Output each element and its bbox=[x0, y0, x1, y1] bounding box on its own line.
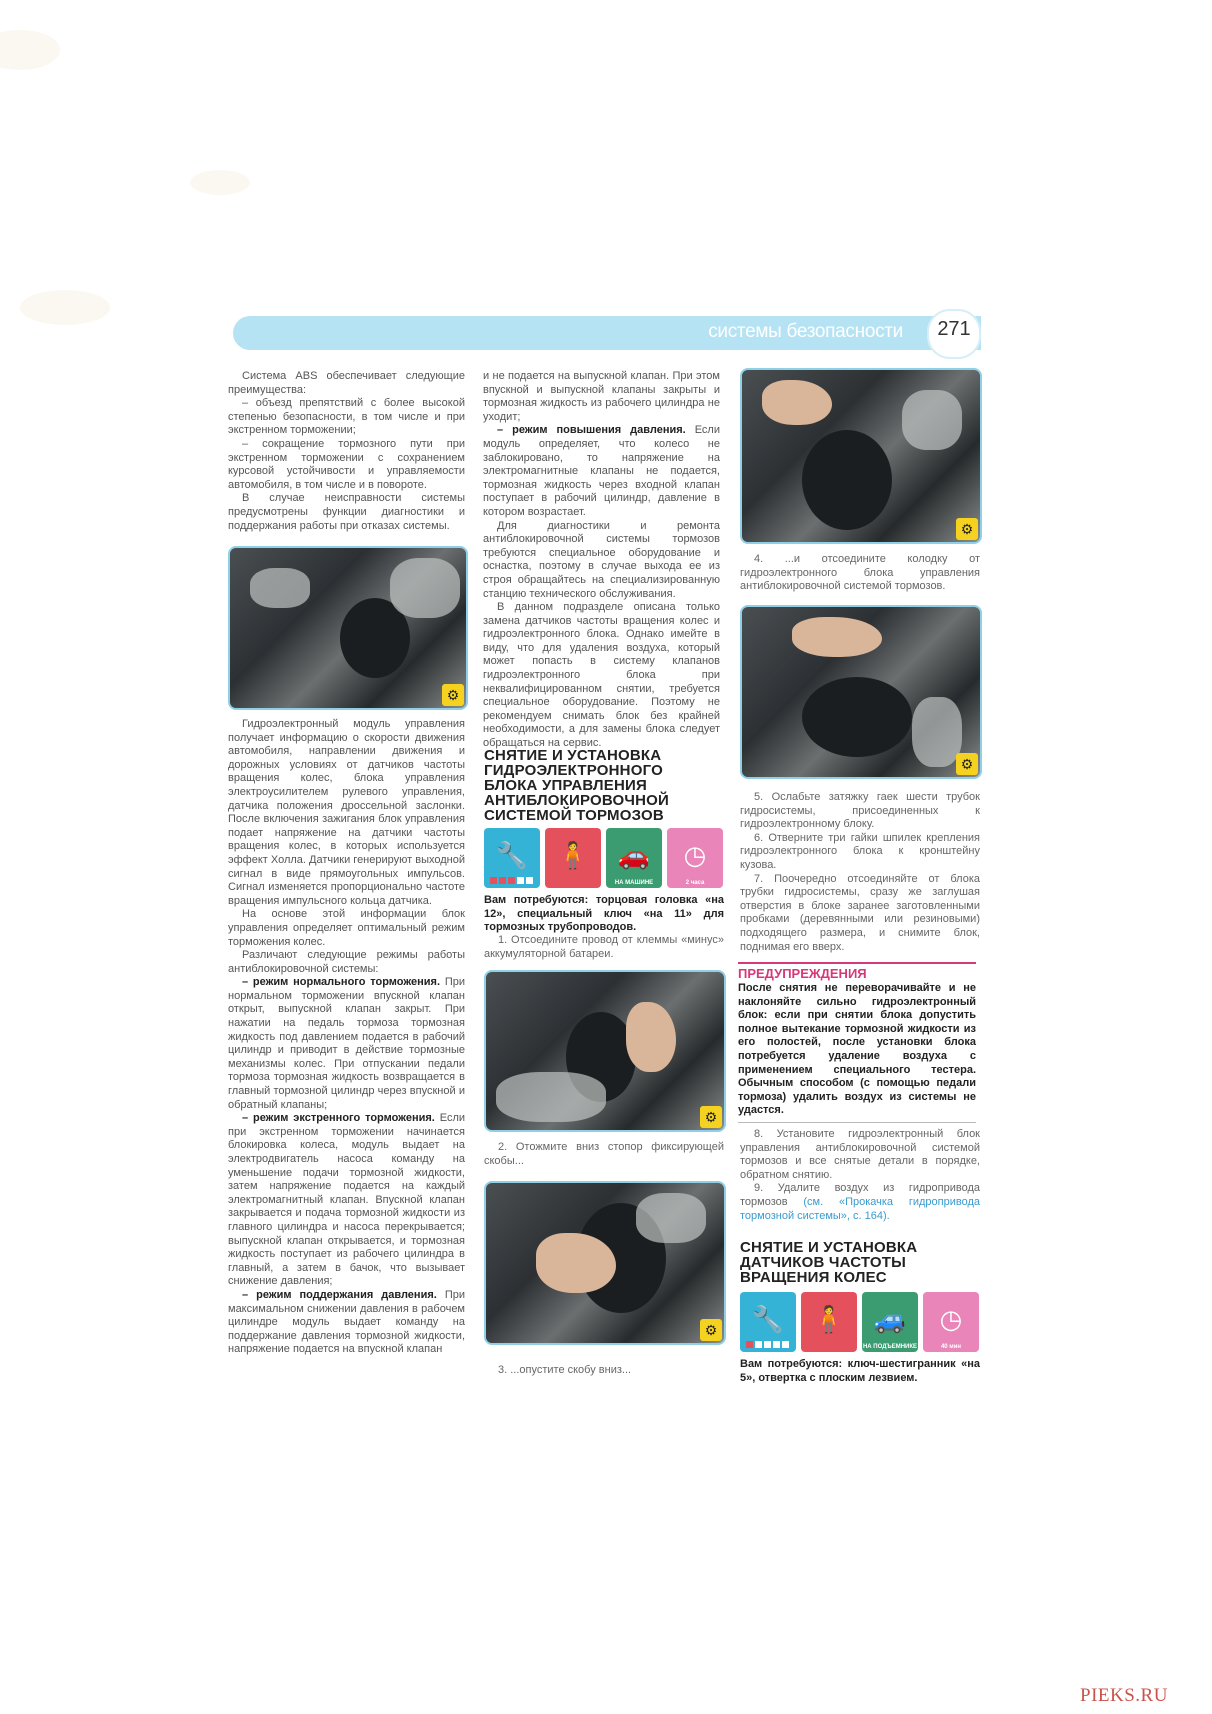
paragraph: и не подается на выпускной клапан. При этом впускной и выпускной клапаны закрыты и тормозная жидкость из рабочего цилиндра не уходит; bbox=[483, 370, 720, 423]
paragraph: Различают следующие режимы работы антиблокировочной системы: bbox=[228, 949, 465, 975]
step-7: 7. Поочередно отсоединяйте от блока трубки гидросистемы, сразу же заглушая отверстия в блоке заранее заготовленными пробками (деревянными или резиновыми) подходящего размера, и снимите блок, поднимая его вверх. bbox=[740, 872, 980, 953]
time-label: 40 мин bbox=[940, 1344, 962, 1350]
step-5: 5. Ослабьте затяжку гаек шести трубок гидросистемы, присоединенных к гидроэлектронному блоку. bbox=[740, 791, 980, 831]
difficulty-tools-icon: 🔧 bbox=[484, 828, 540, 888]
mode-title: – режим повышения давления. bbox=[497, 424, 686, 437]
mode-text: При нормальном торможении впускной клапан открыт, выпускной клапан закрыт. При нажатии на педаль тормоза тормозная жидкость под давлением подается в рабочий цилиндр и приводит в действие тормозные механизмы колес. При отпускании педали тормоза тормозная жидкость возвращается в главный тормозной цилиндр через впускной и обратный клапаны; bbox=[228, 976, 465, 1111]
step-6: 6. Отверните три гайки шпилек крепления гидроэлектронного блока к кронштейну кузова. bbox=[740, 831, 980, 871]
paragraph: Система ABS обеспечивает следующие преимущества: bbox=[228, 370, 465, 396]
mode-title: – режим экстренного торможения. bbox=[242, 1112, 435, 1125]
paragraph: – сокращение тормозного пути при экстренном торможении с сохранением курсовой устойчивости и управляемости автомобиля, в том числе и в повороте. bbox=[228, 437, 465, 491]
section-heading-abs-unit bbox=[484, 748, 724, 823]
heading-line: СНЯТИЕ И УСТАНОВКА bbox=[484, 747, 662, 764]
time-clock-icon: ◷ 40 мин bbox=[923, 1292, 979, 1352]
heading-line: СИСТЕМОЙ ТОРМОЗОВ bbox=[484, 807, 664, 824]
step-8: 8. Установите гидроэлектронный блок управления антиблокировочной системой тормозов и все снятые детали в порядке, обратном снятию. bbox=[740, 1128, 980, 1181]
step-3: 3. ...опустите скобу вниз... bbox=[498, 1364, 632, 1376]
scan-smudge bbox=[0, 30, 60, 70]
step-1: 1. Отсоедините провод от клеммы «минус» аккумуляторной батареи. bbox=[484, 934, 724, 960]
place-label: НА ПОДЪЕМНИКЕ bbox=[862, 1344, 918, 1350]
step-2: 2. Отожмите вниз стопор фиксирующей скобы... bbox=[484, 1141, 724, 1167]
tools-needed: Вам потребуются: торцовая головка «на 12», специальный ключ «на 11» для тормозных трубопроводов. bbox=[484, 894, 724, 934]
paragraph-mode-emergency bbox=[228, 1112, 465, 1289]
section-header-band bbox=[233, 316, 981, 350]
page-number: 271 bbox=[937, 318, 971, 340]
heading-line: ДАТЧИКОВ ЧАСТОТЫ bbox=[740, 1254, 907, 1271]
steps-8-9 bbox=[740, 1128, 980, 1223]
mode-title: – режим нормального торможения. bbox=[242, 976, 441, 989]
heading-line: АНТИБЛОКИРОВОЧНОЙ bbox=[484, 792, 669, 809]
cross-reference-link[interactable]: (см. «Прокачка гидропривода тормозной системы», с. 164). bbox=[740, 1195, 980, 1222]
wrench-icon: ⚙ bbox=[700, 1319, 722, 1341]
mode-text: Если модуль определяет, что колесо не заблокировано, то напряжение на электромагнитные клапаны не подается, тормозная жидкость через входной клапан поступает в рабочий цилиндр, давление в котором возрастает. bbox=[483, 424, 720, 518]
section-title: системы безопасности bbox=[708, 321, 903, 342]
warning-text: После снятия не переворачивайте и не наклоняйте сильно гидроэлектронный блок: если при снятии блока допустить полное вытекание тормозной жидкости из его полостей, после установки блока потребуется удаление воздуха с применением специального тестера. Обычным способом (с помощью педали тормоза) удалить воздух из системы не удастся. bbox=[738, 982, 976, 1123]
photo-abs-module bbox=[228, 546, 468, 710]
mode-text: При максимальном снижении давления в рабочем цилиндре модуль выдает команду на поддержание давления тормозной жидкости, напряжение подается на впускной клапан bbox=[228, 1288, 465, 1356]
heading-line: ВРАЩЕНИЯ КОЛЕС bbox=[740, 1269, 887, 1286]
step-4: 4. ...и отсоедините колодку от гидроэлектронного блока управления антиблокировочной системой тормозов. bbox=[740, 553, 980, 593]
mode-text: Если при экстренном торможении начинается блокировка колеса, модуль выдает на электродвигатель насоса команду на уменьшение подачи тормозной жидкости, затем напряжение подается на каждый электромагнитный клапан. Впускной клапан закрывается и подача тормозной жидкости из главного цилиндра и насоса перекрывается; выпускной клапан открывается, и тормозная жидкость поступает из рабочего цилиндра в главный, а затем в бачок, что вызывает снижение давления; bbox=[228, 1112, 466, 1288]
one-person-icon: 🧍 bbox=[545, 828, 601, 888]
wrench-icon: ⚙ bbox=[956, 753, 978, 775]
time-clock-icon: ◷ 2 часа bbox=[667, 828, 723, 888]
difficulty-icon-row bbox=[484, 828, 724, 890]
paragraph: В случае неисправности системы предусмотрены функции диагностики и поддержания работы при отказах системы. bbox=[228, 492, 465, 532]
scan-smudge bbox=[20, 290, 110, 325]
time-label: 2 часа bbox=[685, 880, 705, 886]
column-1-intro bbox=[228, 370, 465, 533]
section-heading-wheel-sensors bbox=[740, 1240, 980, 1285]
column-2-body bbox=[483, 370, 720, 751]
mode-title: – режим поддержания давления. bbox=[242, 1288, 437, 1301]
on-lift-icon: 🚙 НА ПОДЪЕМНИКЕ bbox=[862, 1292, 918, 1352]
photo-step-1 bbox=[484, 970, 726, 1132]
paragraph-mode-normal bbox=[228, 976, 465, 1112]
difficulty-tools-icon: 🔧 bbox=[740, 1292, 796, 1352]
difficulty-icon-row bbox=[740, 1292, 980, 1354]
paragraph: Для диагностики и ремонта антиблокировочной системы тормозов требуются специальное оборудование и оснастка, поэтому в случае выхода ее из строя обращайтесь на специализированную станцию технического обслуживания. bbox=[483, 519, 720, 600]
paragraph: На основе этой информации блок управления определяет оптимальный режим торможения колес. bbox=[228, 908, 465, 948]
heading-line: БЛОКА УПРАВЛЕНИЯ bbox=[484, 777, 647, 794]
heading-line: СНЯТИЕ И УСТАНОВКА bbox=[740, 1239, 918, 1256]
warning-heading: ПРЕДУПРЕЖДЕНИЯ bbox=[738, 962, 976, 981]
photo-step-2 bbox=[484, 1181, 726, 1345]
column-1-body bbox=[228, 718, 465, 1357]
photo-step-3 bbox=[740, 368, 982, 544]
scan-smudge bbox=[190, 170, 250, 195]
wrench-icon: ⚙ bbox=[700, 1106, 722, 1128]
paragraph-mode-increase bbox=[483, 424, 720, 519]
wrench-icon: ⚙ bbox=[442, 684, 464, 706]
photo-step-4 bbox=[740, 605, 982, 779]
steps-5-7 bbox=[740, 791, 980, 954]
paragraph: В данном подразделе описана только замена датчиков частоты вращения колес и гидроэлектронного блока. Однако имейте в виду, что для удаления воздуха, который может попасть в систему клапанов гидроэлектронного блока при неквалифицированном снятии, требуется специальное оборудование. Поэтому не рекомендуем снимать блок без крайней необходимости, а для замены блока следует обращаться на сервис. bbox=[483, 601, 720, 750]
place-label: НА МАШИНЕ bbox=[614, 880, 654, 886]
wrench-icon: ⚙ bbox=[956, 518, 978, 540]
step-9-text: 9. Удалите воздух из гидропривода тормозов bbox=[740, 1182, 980, 1208]
heading-line: ГИДРОЭЛЕКТРОННОГО bbox=[484, 762, 663, 779]
paragraph-mode-hold bbox=[228, 1289, 465, 1357]
paragraph: Гидроэлектронный модуль управления получает информацию о скорости движения автомобиля, направлении движения и дорожных условиях от датчиков частоты вращения колес, блока управления электроусилителем рулевого управления, датчика положения дроссельной заслонки. После включения зажигания блок управления подает напряжение на датчики частоты вращения колес, в которых используется эффект Холла. Датчики генерируют выходной сигнал в виде прямоугольных импульсов. Сигнал изменяется пропорционально частоте вращения импульсного кольца датчика. bbox=[228, 718, 465, 907]
one-person-icon: 🧍 bbox=[801, 1292, 857, 1352]
tools-needed: Вам потребуются: ключ-шестигранник «на 5», отвертка с плоским лезвием. bbox=[740, 1358, 980, 1384]
watermark: PIEKS.RU bbox=[1080, 1685, 1168, 1706]
paragraph: – объезд препятствий с более высокой степенью безопасности, в том числе и при экстренном торможении; bbox=[228, 397, 465, 437]
step-9 bbox=[740, 1182, 980, 1223]
on-car-icon: 🚗 НА МАШИНЕ bbox=[606, 828, 662, 888]
